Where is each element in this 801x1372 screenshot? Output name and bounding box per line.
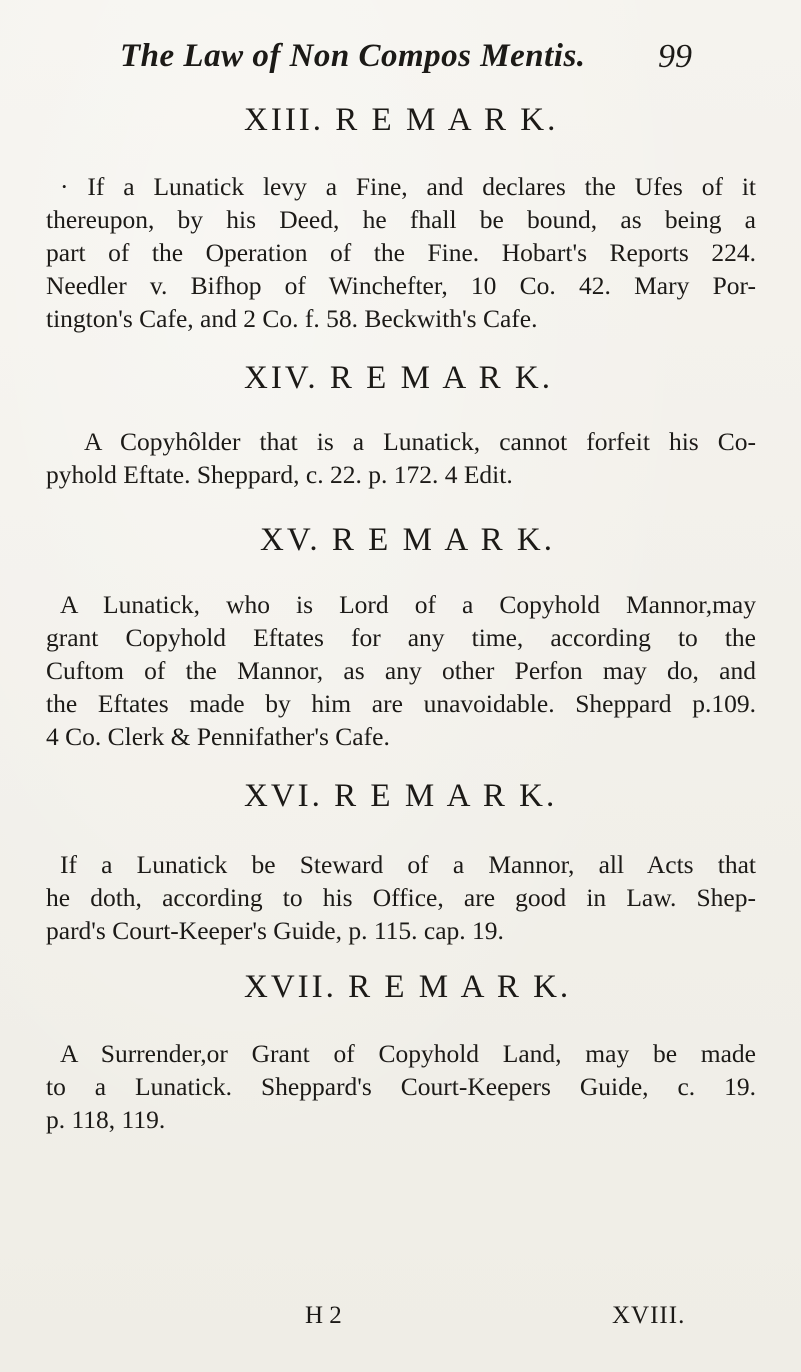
text-line: tington's Cafe, and 2 Co. f. 58. Beckwith's Cafe.: [46, 304, 538, 333]
text-line: pard's Court-Keeper's Guide, p. 115. cap. 19.: [46, 916, 504, 945]
remark-text-xvii: [46, 1037, 756, 1136]
remark-text-xv: [46, 588, 756, 753]
catchword: XVIII.: [612, 1302, 686, 1329]
text-line: part of the Operation of the Fine. Hobart's Reports 224.: [46, 238, 756, 267]
text-line: Needler v. Bifhop of Winchefter, 10 Co. 42. Mary Por-: [46, 271, 756, 300]
text-line: to a Lunatick. Sheppard's Court-Keepers Guide, c. 19.: [46, 1072, 756, 1101]
text-line: Cuftom of the Mannor, as any other Perfon may do, and: [46, 656, 756, 685]
running-head-title: The Law of Non Compos Mentis.: [120, 38, 586, 74]
text-line: p. 118, 119.: [46, 1105, 166, 1134]
text-line: A Copyhôlder that is a Lunatick, cannot forfeit his Co-: [84, 427, 756, 456]
text-line: pyhold Eftate. Sheppard, c. 22. p. 172. 4 Edit.: [46, 460, 513, 489]
text-line: · If a Lunatick levy a Fine, and declares the Ufes of it: [60, 172, 756, 201]
remark-heading-xiv: XIV. R E M A R K.: [244, 360, 553, 396]
signature-mark: H 2: [305, 1302, 342, 1329]
remark-heading-xiii: XIII. R E M A R K.: [244, 102, 559, 138]
text-line: thereupon, by his Deed, he fhall be bound, as being a: [46, 205, 756, 234]
remark-text-xiv: [46, 425, 756, 491]
text-line: If a Lunatick be Steward of a Mannor, all Acts that: [60, 850, 756, 879]
text-line: grant Copyhold Eftates for any time, according to the: [46, 623, 756, 652]
remark-text-xiii: [46, 170, 756, 335]
text-line: 4 Co. Clerk & Pennifather's Cafe.: [46, 722, 390, 751]
text-line: A Surrender,or Grant of Copyhold Land, may be made: [60, 1039, 756, 1068]
remark-heading-xvii: XVII. R E M A R K.: [244, 969, 572, 1005]
text-line: A Lunatick, who is Lord of a Copyhold Mannor,may: [60, 590, 756, 619]
page-number: 99: [658, 38, 692, 75]
remark-heading-xv: XV. R E M A R K.: [260, 522, 555, 558]
text-line: he doth, according to his Office, are good in Law. Shep-: [46, 883, 756, 912]
running-head: [120, 38, 720, 88]
text-line: the Eftates made by him are unavoidable. Sheppard p.109.: [46, 689, 756, 718]
remark-heading-xvi: XVI. R E M A R K.: [244, 778, 558, 814]
remark-text-xvi: [46, 848, 756, 947]
